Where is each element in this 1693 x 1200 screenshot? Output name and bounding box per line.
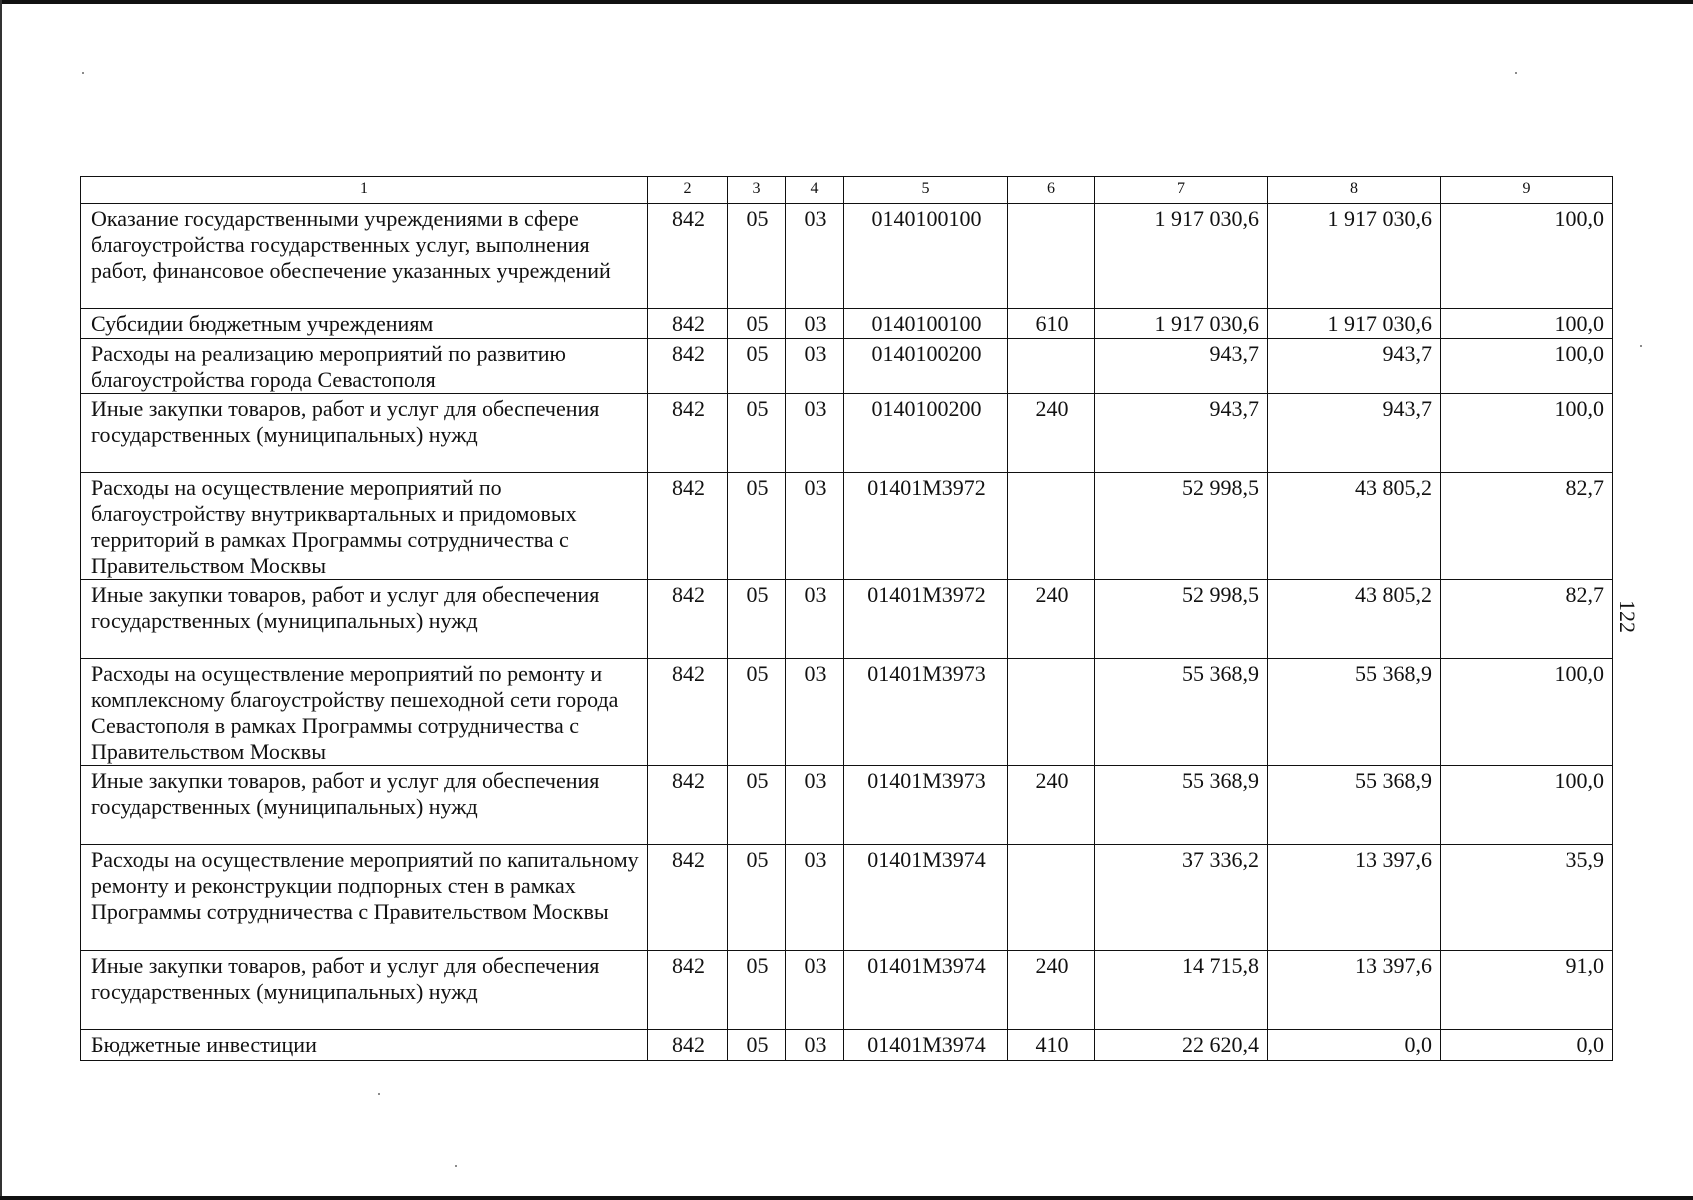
cell-executed: 13 397,6	[1268, 951, 1441, 1030]
cell-section: 05	[728, 339, 786, 394]
cell-subsection: 03	[786, 845, 844, 951]
cell-planned: 55 368,9	[1095, 659, 1268, 766]
cell-executed: 13 397,6	[1268, 845, 1441, 951]
cell-target-article: 0140100100	[844, 309, 1008, 339]
cell-expense-type	[1008, 339, 1095, 394]
cell-subsection: 03	[786, 473, 844, 580]
cell-expense-type: 610	[1008, 309, 1095, 339]
row-description: Расходы на осуществление мероприятий по ремонту и комплексному благоустройству пешеходной сети города Севастополя в рамках Программы сотрудничества с Правительством Москвы	[81, 659, 648, 766]
cell-ministry-code: 842	[648, 309, 728, 339]
cell-ministry-code: 842	[648, 951, 728, 1030]
header-cell: 7	[1095, 177, 1268, 204]
table-row	[81, 473, 1613, 580]
cell-executed: 1 917 030,6	[1268, 309, 1441, 339]
row-description: Субсидии бюджетным учреждениям	[81, 309, 648, 339]
cell-planned: 1 917 030,6	[1095, 204, 1268, 309]
row-description: Иные закупки товаров, работ и услуг для обеспечения государственных (муниципальных) нужд	[81, 580, 648, 659]
cell-section: 05	[728, 845, 786, 951]
cell-executed: 1 917 030,6	[1268, 204, 1441, 309]
cell-planned: 14 715,8	[1095, 951, 1268, 1030]
cell-target-article: 01401М3972	[844, 473, 1008, 580]
cell-section: 05	[728, 766, 786, 845]
row-description: Иные закупки товаров, работ и услуг для обеспечения государственных (муниципальных) нужд	[81, 394, 648, 473]
row-description: Расходы на осуществление мероприятий по благоустройству внутриквартальных и придомовых территорий в рамках Программы сотрудничества с Правительством Москвы	[81, 473, 648, 580]
cell-subsection: 03	[786, 204, 844, 309]
cell-target-article: 0140100200	[844, 339, 1008, 394]
cell-executed: 55 368,9	[1268, 766, 1441, 845]
header-cell: 1	[81, 177, 648, 204]
table-row	[81, 845, 1613, 951]
cell-target-article: 01401М3972	[844, 580, 1008, 659]
cell-percent: 100,0	[1441, 204, 1613, 309]
cell-executed: 943,7	[1268, 394, 1441, 473]
cell-ministry-code: 842	[648, 845, 728, 951]
cell-expense-type: 240	[1008, 766, 1095, 845]
cell-percent: 82,7	[1441, 580, 1613, 659]
cell-percent: 35,9	[1441, 845, 1613, 951]
cell-percent: 0,0	[1441, 1030, 1613, 1061]
scan-speck	[82, 72, 84, 74]
cell-subsection: 03	[786, 766, 844, 845]
cell-ministry-code: 842	[648, 1030, 728, 1061]
cell-section: 05	[728, 473, 786, 580]
cell-planned: 1 917 030,6	[1095, 309, 1268, 339]
header-cell: 4	[786, 177, 844, 204]
cell-planned: 22 620,4	[1095, 1030, 1268, 1061]
cell-expense-type	[1008, 845, 1095, 951]
row-description: Иные закупки товаров, работ и услуг для обеспечения государственных (муниципальных) нужд	[81, 766, 648, 845]
cell-section: 05	[728, 309, 786, 339]
cell-executed: 43 805,2	[1268, 580, 1441, 659]
cell-subsection: 03	[786, 394, 844, 473]
cell-target-article: 01401М3974	[844, 845, 1008, 951]
row-description: Расходы на осуществление мероприятий по капитальному ремонту и реконструкции подпорных стен в рамках Программы сотрудничества с Правительством Москвы	[81, 845, 648, 951]
table-row	[81, 659, 1613, 766]
cell-subsection: 03	[786, 659, 844, 766]
cell-percent: 91,0	[1441, 951, 1613, 1030]
cell-ministry-code: 842	[648, 473, 728, 580]
cell-target-article: 01401М3974	[844, 1030, 1008, 1061]
cell-ministry-code: 842	[648, 204, 728, 309]
cell-subsection: 03	[786, 580, 844, 659]
cell-section: 05	[728, 580, 786, 659]
cell-percent: 100,0	[1441, 394, 1613, 473]
cell-expense-type	[1008, 659, 1095, 766]
row-description: Бюджетные инвестиции	[81, 1030, 648, 1061]
cell-target-article: 01401М3973	[844, 659, 1008, 766]
table-row	[81, 1030, 1613, 1061]
header-row	[81, 177, 1613, 204]
cell-percent: 100,0	[1441, 339, 1613, 394]
table-row	[81, 951, 1613, 1030]
scan-border-left	[0, 0, 2, 1200]
cell-planned: 943,7	[1095, 394, 1268, 473]
cell-ministry-code: 842	[648, 394, 728, 473]
header-cell: 6	[1008, 177, 1095, 204]
cell-expense-type: 240	[1008, 580, 1095, 659]
scan-speck	[1640, 345, 1642, 347]
cell-ministry-code: 842	[648, 339, 728, 394]
table-row	[81, 766, 1613, 845]
cell-subsection: 03	[786, 951, 844, 1030]
cell-target-article: 01401М3974	[844, 951, 1008, 1030]
cell-expense-type	[1008, 204, 1095, 309]
cell-expense-type: 240	[1008, 394, 1095, 473]
table-row	[81, 394, 1613, 473]
cell-section: 05	[728, 204, 786, 309]
cell-executed: 0,0	[1268, 1030, 1441, 1061]
cell-executed: 943,7	[1268, 339, 1441, 394]
cell-target-article: 01401М3973	[844, 766, 1008, 845]
cell-planned: 943,7	[1095, 339, 1268, 394]
row-description: Расходы на реализацию мероприятий по развитию благоустройства города Севастополя	[81, 339, 648, 394]
cell-subsection: 03	[786, 339, 844, 394]
header-cell: 5	[844, 177, 1008, 204]
cell-section: 05	[728, 1030, 786, 1061]
cell-percent: 100,0	[1441, 659, 1613, 766]
scan-speck	[1515, 72, 1517, 74]
cell-target-article: 0140100100	[844, 204, 1008, 309]
cell-ministry-code: 842	[648, 580, 728, 659]
cell-section: 05	[728, 659, 786, 766]
cell-percent: 82,7	[1441, 473, 1613, 580]
cell-expense-type: 410	[1008, 1030, 1095, 1061]
cell-section: 05	[728, 951, 786, 1030]
table-row	[81, 339, 1613, 394]
header-cell: 8	[1268, 177, 1441, 204]
cell-planned: 52 998,5	[1095, 580, 1268, 659]
cell-expense-type	[1008, 473, 1095, 580]
cell-planned: 52 998,5	[1095, 473, 1268, 580]
cell-percent: 100,0	[1441, 309, 1613, 339]
table-row	[81, 204, 1613, 309]
cell-percent: 100,0	[1441, 766, 1613, 845]
cell-planned: 37 336,2	[1095, 845, 1268, 951]
cell-ministry-code: 842	[648, 766, 728, 845]
cell-executed: 55 368,9	[1268, 659, 1441, 766]
scan-border-top	[0, 0, 1693, 4]
cell-section: 05	[728, 394, 786, 473]
row-description: Оказание государственными учреждениями в сфере благоустройства государственных услуг, выполнения работ, финансовое обеспечение указанных учреждений	[81, 204, 648, 309]
row-description: Иные закупки товаров, работ и услуг для обеспечения государственных (муниципальных) нужд	[81, 951, 648, 1030]
cell-target-article: 0140100200	[844, 394, 1008, 473]
scan-speck	[455, 1165, 457, 1167]
cell-planned: 55 368,9	[1095, 766, 1268, 845]
cell-ministry-code: 842	[648, 659, 728, 766]
header-cell: 3	[728, 177, 786, 204]
budget-table	[80, 176, 1613, 1061]
scan-border-bottom	[0, 1196, 1693, 1200]
cell-expense-type: 240	[1008, 951, 1095, 1030]
header-cell: 9	[1441, 177, 1613, 204]
header-cell: 2	[648, 177, 728, 204]
cell-executed: 43 805,2	[1268, 473, 1441, 580]
cell-subsection: 03	[786, 309, 844, 339]
scan-speck	[378, 1093, 380, 1095]
table-row	[81, 309, 1613, 339]
cell-subsection: 03	[786, 1030, 844, 1061]
table-row	[81, 580, 1613, 659]
page-number: 122	[1615, 600, 1640, 633]
